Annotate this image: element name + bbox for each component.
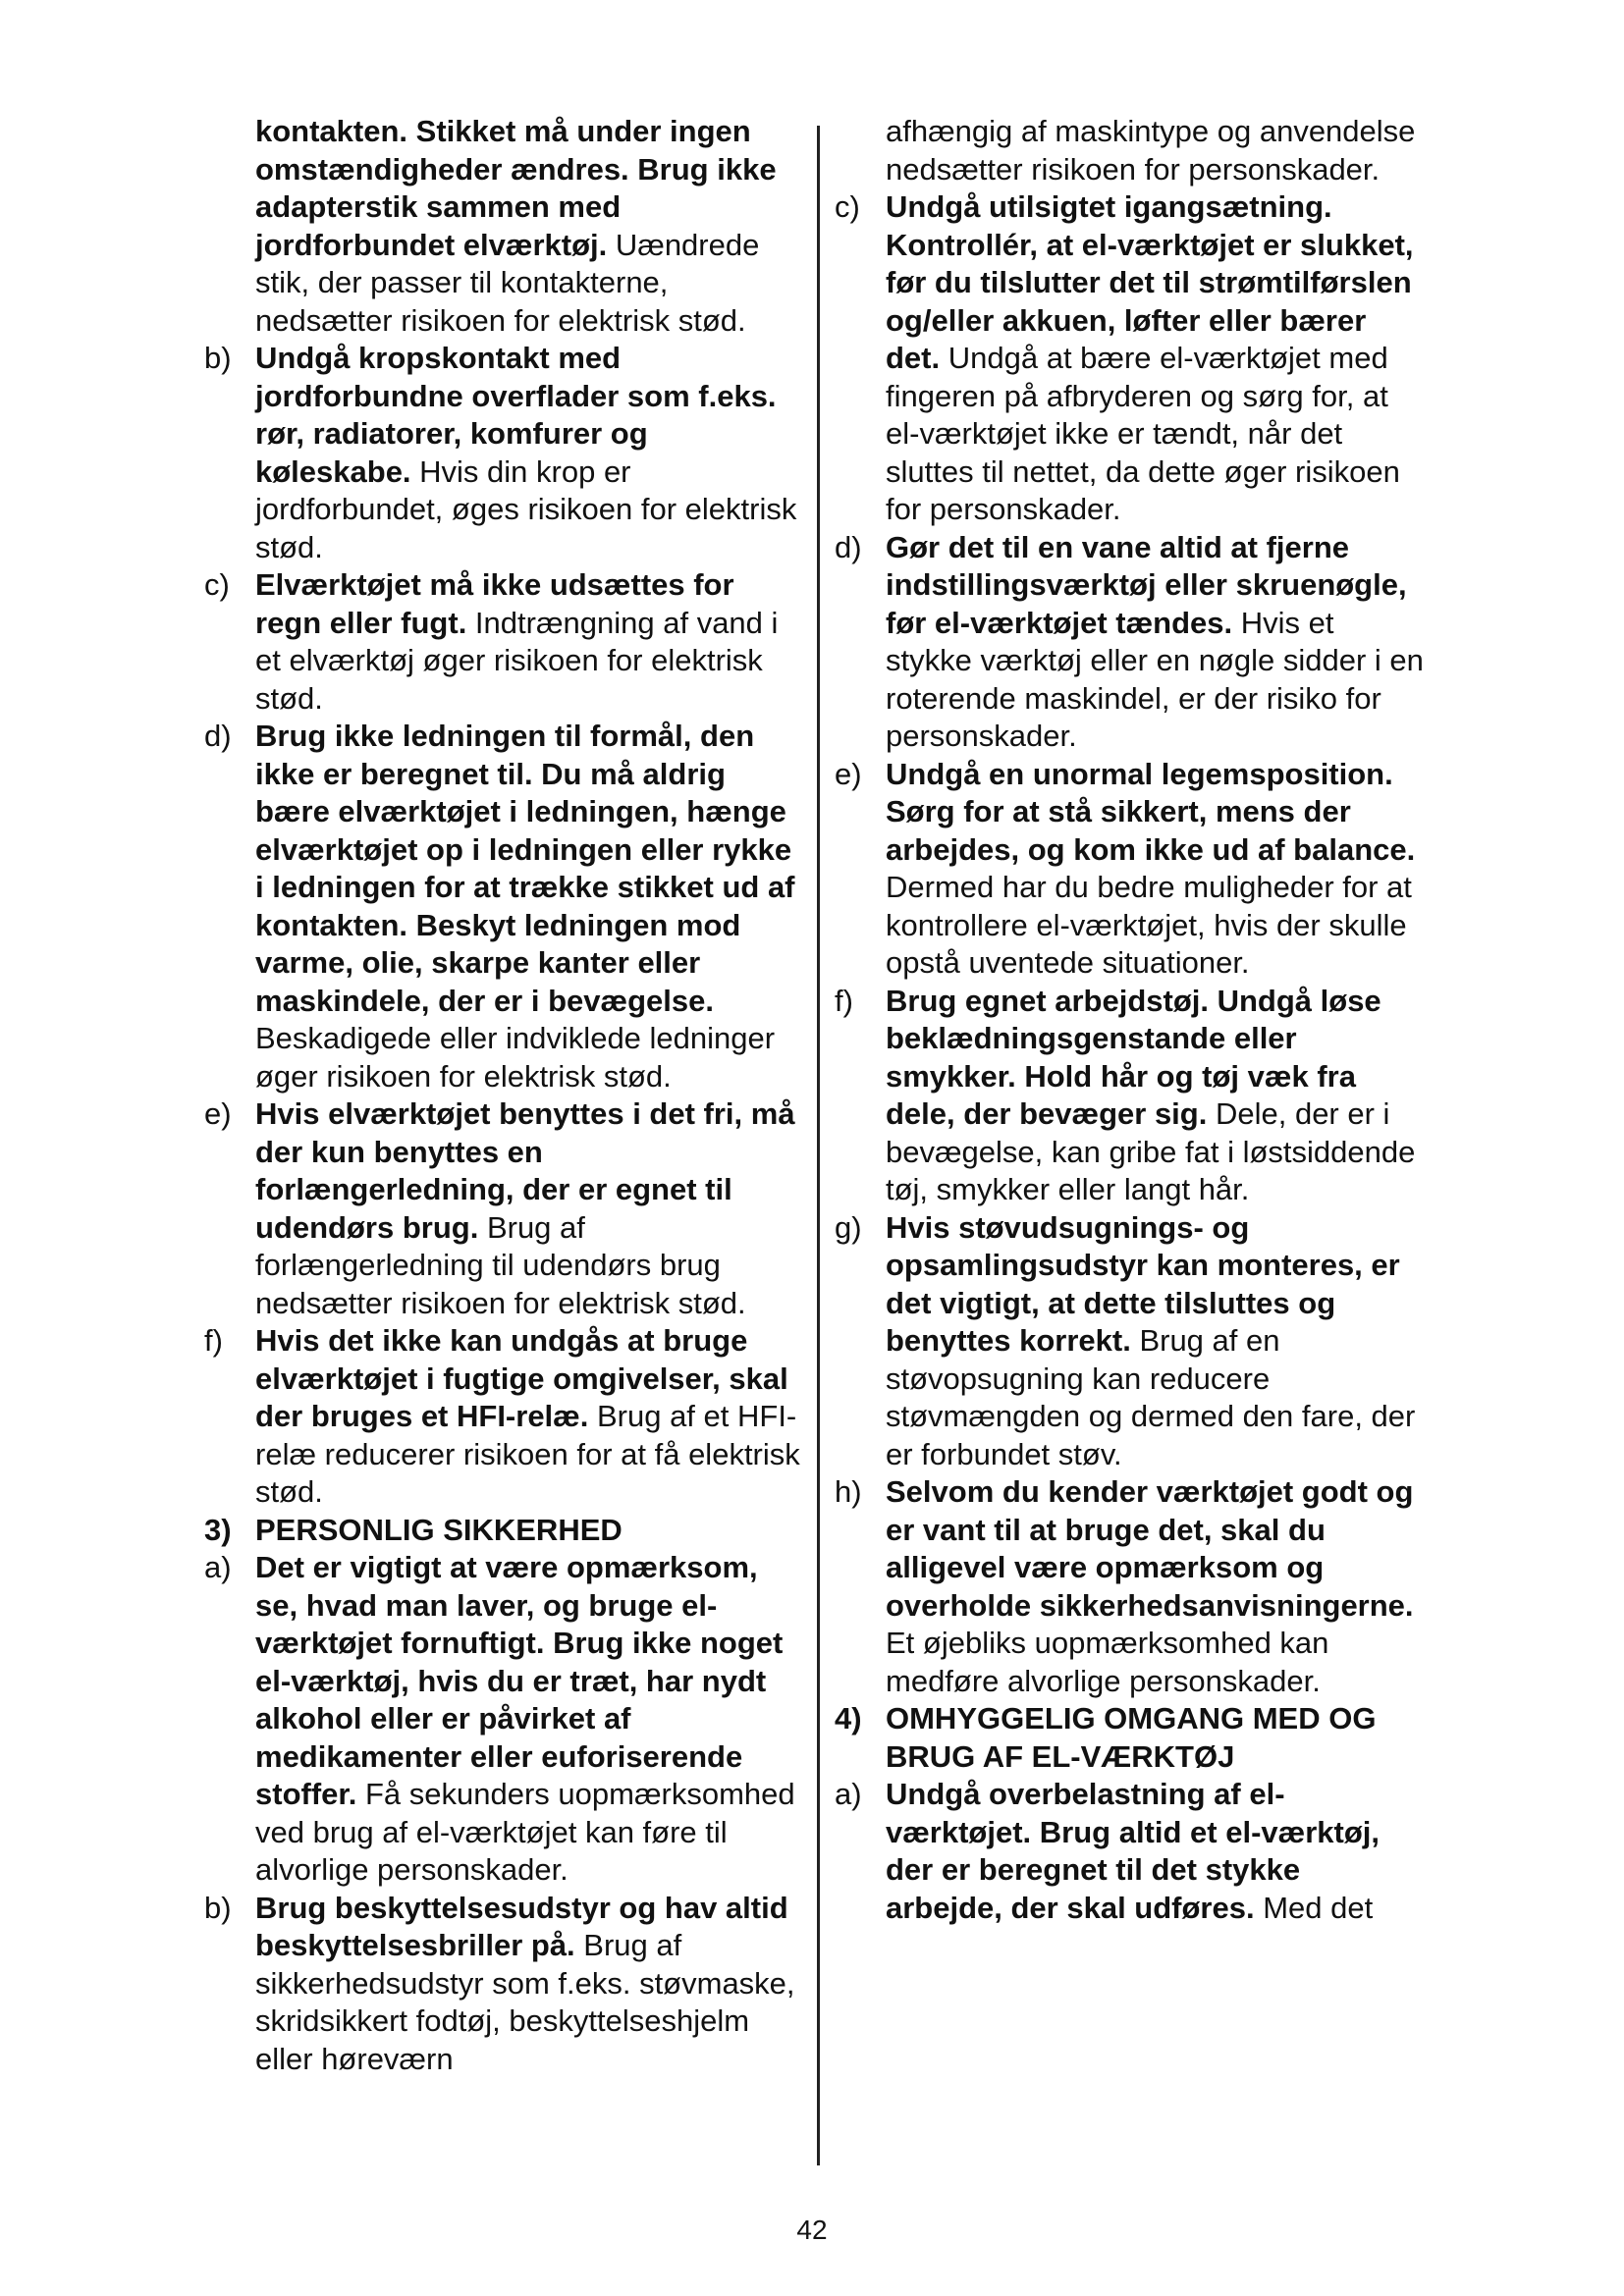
item-marker: e) — [835, 756, 862, 791]
item-text: Hvis støvudsugnings- og opsamlingsudstyr kan monteres, er det vigtigt, at dette tilsluttes og benyttes korrekt. Brug af en støvopsugning kan reducere støvmængden og dermed den fare, der er forbundet støv. — [886, 1209, 1416, 1471]
list-item-c — [835, 188, 1424, 529]
list-item-h — [835, 1473, 1424, 1700]
list-item-b — [204, 340, 803, 566]
section-heading-power-tool-use — [835, 1700, 1424, 1776]
item-marker: d) — [835, 529, 862, 564]
list-item-c — [204, 566, 803, 718]
item-marker: c) — [204, 567, 230, 602]
item-text: Undgå utilsigtet igangsætning. Kontrollér, at el-værktøjet er slukket, før du tilslutter det til strømtilførslen og/eller akkuen, løfter eller bærer det. Undgå at bære el-værktøjet med fingeren på afbryderen og sørg for, at el-værktøjet ikke er tændt, når det sluttes til nettet, da dette øger risikoen for personskader. — [886, 189, 1414, 526]
item-marker: a) — [835, 1777, 862, 1811]
section-title: OMHYGGELIG OMGANG MED OG BRUG AF EL-VÆRKTØJ — [886, 1701, 1377, 1774]
list-item-a — [835, 1776, 1424, 1927]
item-marker: b) — [204, 1890, 232, 1925]
item-text: Hvis elværktøjet benyttes i det fri, må der kun benyttes en forlængerledning, der er egnet til udendørs brug. Brug af forlængerledning til udendørs brug nedsætter risikoen for elektrisk stød. — [255, 1096, 795, 1320]
item-text: Undgå en unormal legemsposition. Sørg for at stå sikkert, mens der arbejdes, og kom ikke ud af balance. Dermed har du bedre muligheder for at kontrollere el-værktøjet, hvis der skulle opstå uventede situationer. — [886, 756, 1416, 980]
item-text: Brug ikke ledningen til formål, den ikke er beregnet til. Du må aldrig bære elværktøjet i ledningen, hænge elværktøjet op i ledningen eller rykke i ledningen for at trække stikket ud af kontakten. Beskyt ledningen mod varme, olie, skarpe kanter eller maskindele, der er i bevægelse. Beskadigede eller indviklede ledninger øger risikoen for elektrisk stød. — [255, 719, 795, 1094]
list-item-d — [204, 718, 803, 1095]
item-marker: a) — [204, 1550, 232, 1584]
item-marker: b) — [204, 341, 232, 375]
section-number: 4) — [835, 1701, 862, 1735]
right-column — [835, 113, 1424, 1927]
item-marker: f) — [835, 983, 853, 1018]
continuation-paragraph: afhængig af maskintype og anvendelse nedsætter risikoen for personskader. — [886, 114, 1416, 187]
item-text: Det er vigtigt at være opmærksom, se, hvad man laver, og bruge el-værktøjet fornuftigt. Brug ikke noget el-værktøj, hvis du er træt, har nydt alkohol eller er påvirket af medikamenter eller euforiserende stoffer. Få sekunders uopmærksomhed ved brug af el-værktøjet kan føre til alvorlige personskader. — [255, 1550, 795, 1887]
continuation-paragraph: kontakten. Stikket må under ingen omstændigheder ændres. Brug ikke adapterstik sammen med jordforbundet elværktøj. Uændrede stik, der passer til kontakterne, nedsætter risikoen for elektrisk stød. — [255, 114, 777, 338]
item-text: Gør det til en vane altid at fjerne indstillingsværktøj eller skruenøgle, før el-værktøjet tændes. Hvis et stykke værktøj eller en nøgle sidder i en roterende maskindel, er der risiko for personskader. — [886, 529, 1424, 753]
item-marker: h) — [835, 1474, 862, 1509]
list-item-g — [835, 1209, 1424, 1474]
item-text: Undgå kropskontakt med jordforbundne overflader som f.eks. rør, radiatorer, komfurer og køleskabe. Hvis din krop er jordforbundet, øges risikoen for elektrisk stød. — [255, 341, 797, 564]
page-number: 42 — [796, 2215, 828, 2245]
item-marker: e) — [204, 1096, 232, 1131]
item-marker: f) — [204, 1323, 223, 1358]
section-heading-personal-safety — [204, 1512, 803, 1550]
list-item-a — [204, 1549, 803, 1890]
list-item-d — [835, 529, 1424, 756]
item-text: Elværktøjet må ikke udsættes for regn eller fugt. Indtrængning af vand i et elværktøj øger risikoen for elektrisk stød. — [255, 567, 779, 716]
item-marker: c) — [835, 189, 860, 224]
list-item-f — [204, 1322, 803, 1512]
left-column — [204, 113, 803, 2078]
item-text: Brug beskyttelsesudstyr og hav altid beskyttelsesbriller på. Brug af sikkerhedsudstyr som f.eks. støvmaske, skridsikkert fodtøj, beskyttelseshjelm eller høreværn — [255, 1890, 795, 2076]
item-text: Brug egnet arbejdstøj. Undgå løse beklædningsgenstande eller smykker. Hold hår og tøj væk fra dele, der bevæger sig. Dele, der er i bevægelse, kan gribe fat i løstsiddende tøj, smykker eller langt hår. — [886, 983, 1416, 1206]
item-text: Hvis det ikke kan undgås at bruge elværktøjet i fugtige omgivelser, skal der bruges et HFI-relæ. Brug af et HFI-relæ reducerer risikoen for at få elektrisk stød. — [255, 1323, 800, 1509]
list-item-f — [835, 983, 1424, 1209]
section-number: 3) — [204, 1512, 232, 1547]
section-title: PERSONLIG SIKKERHED — [255, 1512, 623, 1547]
list-item-e — [204, 1095, 803, 1322]
item-marker: d) — [204, 719, 232, 753]
list-item-e — [835, 756, 1424, 983]
item-text: Selvom du kender værktøjet godt og er vant til at bruge det, skal du alligevel være opmærksom og overholde sikkerhedsanvisningerne. Et øjebliks uopmærksomhed kan medføre alvorlige personskader. — [886, 1474, 1414, 1698]
column-divider — [817, 126, 820, 2165]
list-item-b — [204, 1890, 803, 2079]
item-text: Undgå overbelastning af el-værktøjet. Brug altid et el-værktøj, der er beregnet til det stykke arbejde, der skal udføres. Med det — [886, 1777, 1380, 1925]
item-marker: g) — [835, 1209, 862, 1245]
